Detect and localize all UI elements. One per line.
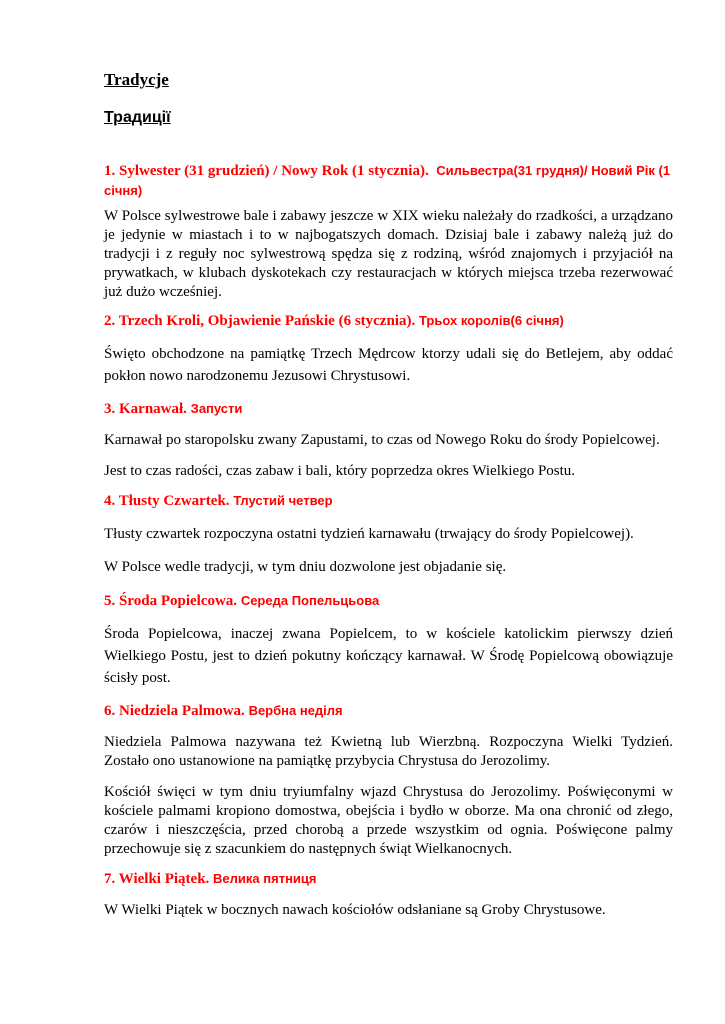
heading-polish: 6. Niedziela Palmowa. [104,703,245,719]
section-wielki-piatek [104,869,673,920]
section-tlusty-czwartek [104,491,673,577]
heading-ukrainian: Трьох королів(6 січня) [418,313,564,328]
heading-ukrainian: Запусти [190,401,243,416]
section-paragraph: W Polsce sylwestrowe bale i zabawy jeszcze w XIX wieku należały do rzadkości, a urządzano je jedynie w miastach i to w najbogatszych domach. Dzisiaj bale i zabawy należą już do tradycji i z reguły noc sylwestrową spędza się z rodziną, wśród znajomych i przyjaciół na prywatkach, w klubach dyskotekach czy restauracjach w których miejsca trzeba rezerwować już dużo wcześniej. [104,208,673,300]
section-niedziela-palmowa [104,701,673,859]
section-sylwester [104,161,673,302]
section-heading [104,161,673,201]
section-paragraph: Kościół święci w tym dniu tryiumfalny wjazd Chrystusa do Jerozolimy. Poświęconymi w kościele palmami kropiono domostwa, obejścia i bydło w oborze. Ma ona chronić od złego, czarów i nieszczęścia, przed chorobą a przede wszystkim od ognia. Poświęcone palmy przechowuje się z szacunkiem do następnych świąt Wielkanocnych. [104,784,673,857]
page-title: Tradycje [104,70,169,89]
section-paragraph: Tłusty czwartek rozpoczyna ostatni tydzień karnawału (trwający do środy Popielcowej). [104,526,634,542]
page-subtitle: Традиції [104,109,171,126]
heading-ukrainian: Тлустий четвер [233,493,333,508]
section-sroda-popielcowa [104,591,673,689]
section-heading [104,491,673,511]
heading-ukrainian: Середа Попельцьова [240,593,380,608]
section-heading [104,869,673,889]
section-paragraph: W Polsce wedle tradycji, w tym dniu dozwolone jest objadanie się. [104,559,507,575]
heading-polish: 3. Karnawał. [104,401,187,417]
section-paragraph: Środa Popielcowa, inaczej zwana Popielcem, to w kościele katolickim pierwszy dzień Wielkiego Postu, jest to dzień pokutny kończący karnawał. W Środę Popielcową obowiązuje ścisły post. [104,626,673,686]
heading-polish: 4. Tłusty Czwartek. [104,493,230,509]
heading-ukrainian: Сильвестра(31 грудня)/ Новий Рік (1 січня) [104,163,671,198]
heading-polish: 7. Wielki Piątek. [104,871,210,887]
section-paragraph: Karnawał po staropolsku zwany Zapustami, to czas od Nowego Roku do środy Popielcowej. [104,432,660,448]
section-karnawal [104,399,673,481]
section-paragraph: Niedziela Palmowa nazywana też Kwietną lub Wierzbną. Rozpoczyna Wielki Tydzień. Zostało ono ustanowione na pamiątkę przybycia Chrystusa do Jerozolimy. [104,734,673,769]
heading-polish: 5. Środa Popielcowa. [104,593,238,609]
document-page [104,70,673,920]
heading-ukrainian: Вербна неділя [248,703,343,718]
section-heading [104,591,673,611]
heading-polish: 1. Sylwester (31 grudzień) / Nowy Rok (1 stycznia). [104,163,429,179]
heading-polish: 2. Trzech Kroli, Objawienie Pańskie (6 stycznia). [104,313,416,329]
section-heading [104,311,673,331]
section-paragraph: Jest to czas radości, czas zabaw i bali, który poprzedza okres Wielkiego Postu. [104,463,576,479]
section-heading [104,701,673,721]
section-paragraph: Święto obchodzone na pamiątkę Trzech Mędrcow ktorzy udali się do Betlejem, aby oddać pokłon nowo narodzonemu Jezusowi Chrystusowi. [104,346,673,384]
heading-ukrainian: Велика пятниця [213,871,317,886]
section-heading [104,399,673,419]
section-paragraph: W Wielki Piątek w bocznych nawach kościołów odsłaniane są Groby Chrystusowe. [104,902,606,918]
section-trzech-kroli [104,311,673,387]
